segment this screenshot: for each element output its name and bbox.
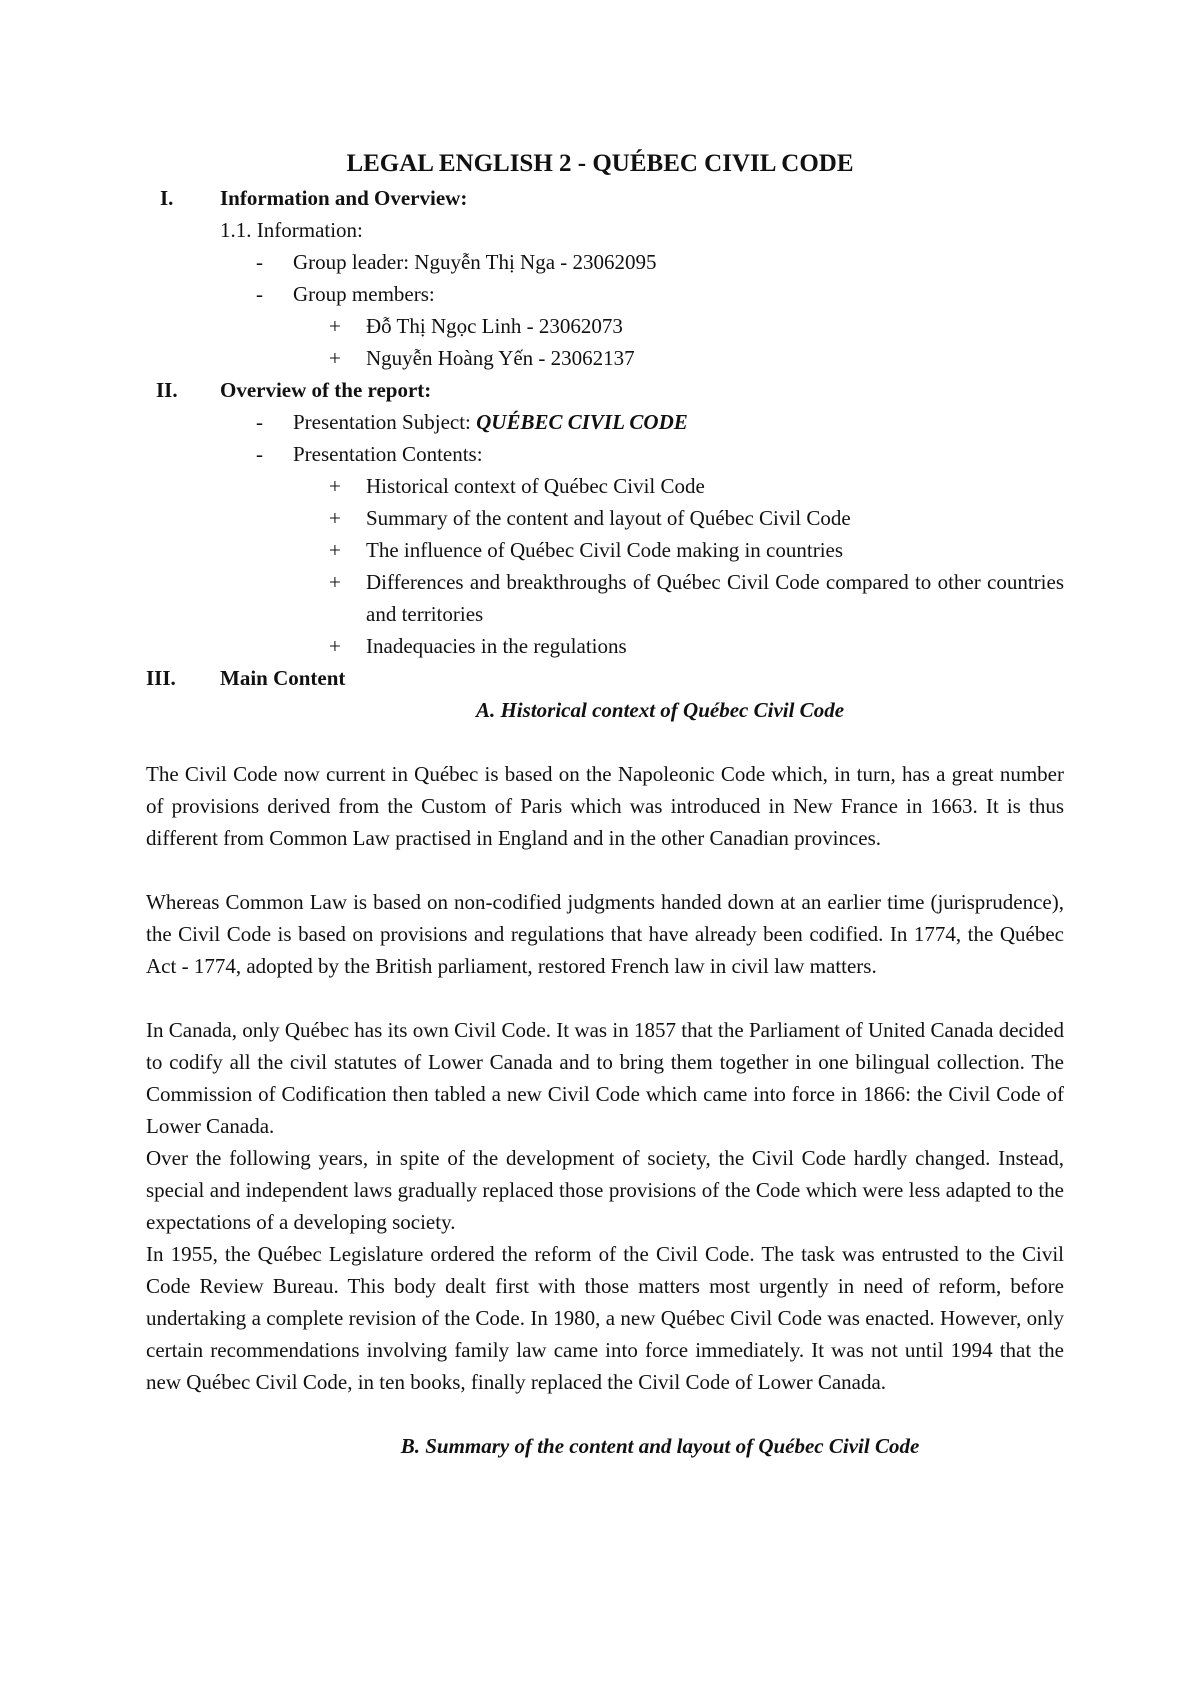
subheading-a: A. Historical context of Québec Civil Code xyxy=(475,698,845,722)
dash-bullet: - xyxy=(256,250,263,274)
plus-bullet: + xyxy=(329,538,341,562)
plus-bullet: + xyxy=(329,474,341,498)
section-3-numeral: III. xyxy=(146,666,176,690)
dash-bullet: - xyxy=(256,410,263,434)
section-1-heading: Information and Overview: xyxy=(220,186,468,210)
content-item: Inadequacies in the regulations xyxy=(366,634,627,658)
presentation-subject xyxy=(293,406,688,438)
section-1-numeral: I. xyxy=(160,186,174,210)
plus-bullet: + xyxy=(329,506,341,530)
paragraph: Whereas Common Law is based on non-codified judgments handed down at an earlier time (jurisprudence), the Civil Code is based on provisions and regulations that have already been codified. In 1774, the Québec Act - 1774, adopted by the British parliament, restored French law in civil law matters. xyxy=(146,890,1064,979)
paragraph: In Canada, only Québec has its own Civil Code. It was in 1857 that the Parliament of United Canada decided to codify all the civil statutes of Lower Canada and to bring them together in one bilingual collection. The Commission of Codification then tabled a new Civil Code which came into force in 1866: the Civil Code of Lower Canada. xyxy=(146,1018,1064,1139)
member-item: Đỗ Thị Ngọc Linh - 23062073 xyxy=(366,314,623,338)
paragraph: In 1955, the Québec Legislature ordered the reform of the Civil Code. The task was entrusted to the Civil Code Review Bureau. This body dealt first with those matters most urgently in need of reform, before undertaking a complete revision of the Code. In 1980, a new Québec Civil Code was enacted. However, only certain recommendations involving family law came into force immediately. It was not until 1994 that the new Québec Civil Code, in ten books, finally replaced the Civil Code of Lower Canada. xyxy=(146,1242,1064,1395)
plus-bullet: + xyxy=(329,346,341,370)
subject-label: Presentation Subject: xyxy=(293,410,477,434)
dash-bullet: - xyxy=(256,282,263,306)
paragraph: The Civil Code now current in Québec is based on the Napoleonic Code which, in turn, has a great number of provisions derived from the Custom of Paris which was introduced in New France in 1663. It is thus different from Common Law practised in England and in the other Canadian provinces. xyxy=(146,762,1064,851)
content-item: Differences and breakthroughs of Québec Civil Code compared to other countries and territories xyxy=(366,570,1064,626)
plus-bullet: + xyxy=(329,634,341,658)
plus-bullet: + xyxy=(329,570,341,594)
member-item: Nguyễn Hoàng Yến - 23062137 xyxy=(366,346,635,370)
subheading-b: B. Summary of the content and layout of Québec Civil Code xyxy=(400,1434,920,1458)
group-leader: Group leader: Nguyễn Thị Nga - 23062095 xyxy=(293,250,657,274)
section-3-heading: Main Content xyxy=(220,666,346,690)
paragraph: Over the following years, in spite of the development of society, the Civil Code hardly changed. Instead, special and independent laws gradually replaced those provisions of the Code which were less adapted to the expectations of a developing society. xyxy=(146,1146,1064,1235)
section-2-heading: Overview of the report: xyxy=(220,378,432,402)
contents-label: Presentation Contents: xyxy=(293,442,483,466)
content-item: Summary of the content and layout of Québec Civil Code xyxy=(366,506,851,530)
info-label: 1.1. Information: xyxy=(220,218,363,242)
document-title: LEGAL ENGLISH 2 - QUÉBEC CIVIL CODE xyxy=(346,150,854,177)
subject-value: QUÉBEC CIVIL CODE xyxy=(476,410,688,434)
group-members-label: Group members: xyxy=(293,282,435,306)
dash-bullet: - xyxy=(256,442,263,466)
content-item: Historical context of Québec Civil Code xyxy=(366,474,705,498)
section-2-numeral: II. xyxy=(156,378,178,402)
plus-bullet: + xyxy=(329,314,341,338)
content-item: The influence of Québec Civil Code making in countries xyxy=(366,538,844,562)
